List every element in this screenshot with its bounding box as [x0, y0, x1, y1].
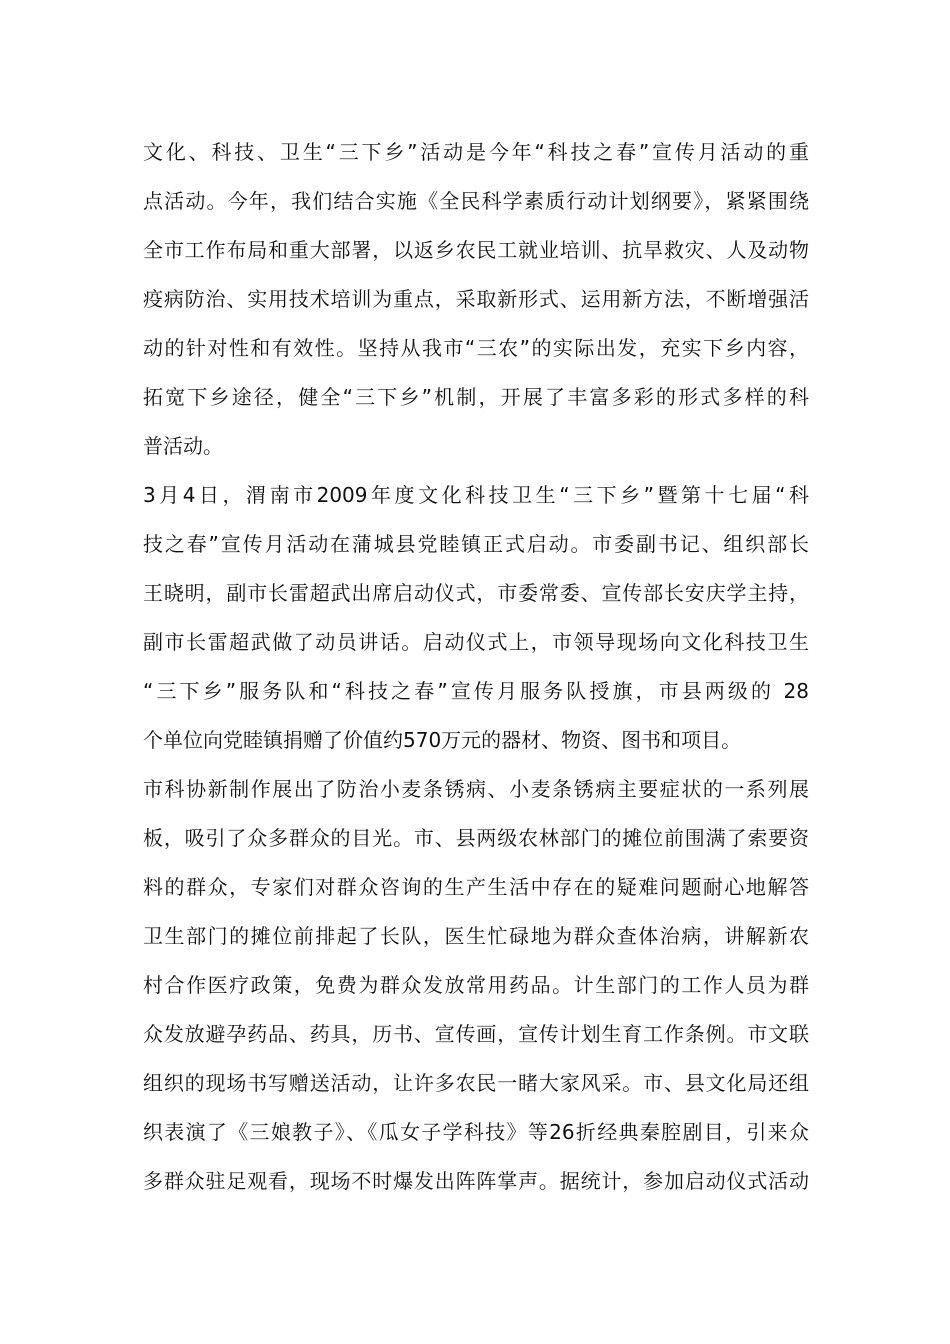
document-body [143, 128, 809, 1206]
text-line: 3月4日，渭南市2009年度文化科技卫生“三下乡”暨第十七届“科 [143, 483, 809, 507]
text-line: 王晓明，副市长雷超武出席启动仪式，市委常委、宣传部长安庆学主持， [143, 581, 809, 605]
text-line: 动的针对性和有效性。坚持从我市“三农”的实际出发，充实下乡内容， [143, 336, 809, 360]
text-line: 技之春”宣传月活动在蒲城县党睦镇正式启动。市委副书记、组织部长 [143, 532, 809, 556]
text-line: 点活动。今年，我们结合实施《全民科学素质行动计划纲要》，紧紧围绕 [143, 189, 809, 213]
text-line: 市科协新制作展出了防治小麦条锈病、小麦条锈病主要症状的一系列展 [143, 777, 809, 801]
text-line: “三下乡”服务队和“科技之春”宣传月服务队授旗，市县两级的 28 [143, 679, 809, 703]
paragraph-exhibition-services [143, 765, 809, 1206]
paragraph-launch-ceremony [143, 471, 809, 765]
text-line: 文化、科技、卫生“三下乡”活动是今年“科技之春”宣传月活动的重 [143, 140, 809, 164]
text-line: 板，吸引了众多群众的目光。市、县两级农林部门的摊位前围满了索要资 [143, 826, 809, 850]
paragraph-activity-overview [143, 128, 809, 471]
text-line: 织表演了《三娘教子》、《瓜女子学科技》等26折经典秦腔剧目，引来众 [143, 1120, 809, 1144]
text-line: 组织的现场书写赠送活动，让许多农民一睹大家风采。市、县文化局还组 [143, 1071, 809, 1095]
text-line: 多群众驻足观看，现场不时爆发出阵阵掌声。据统计，参加启动仪式活动 [143, 1169, 809, 1193]
text-line: 个单位向党睦镇捐赠了价值约570万元的器材、物资、图书和项目。 [143, 728, 742, 752]
text-line: 疫病防治、实用技术培训为重点，采取新形式、运用新方法，不断增强活 [143, 287, 809, 311]
text-line: 村合作医疗政策，免费为群众发放常用药品。计生部门的工作人员为群 [143, 973, 809, 997]
text-line: 料的群众，专家们对群众咨询的生产生活中存在的疑难问题耐心地解答 [143, 875, 809, 899]
text-line: 拓宽下乡途径，健全“三下乡”机制，开展了丰富多彩的形式多样的科 [143, 385, 809, 409]
text-line: 众发放避孕药品、药具，历书、宣传画，宣传计划生育工作条例。市文联 [143, 1022, 809, 1046]
text-line: 副市长雷超武做了动员讲话。启动仪式上，市领导现场向文化科技卫生 [143, 630, 809, 654]
text-line: 普活动。 [143, 434, 223, 458]
text-line: 卫生部门的摊位前排起了长队，医生忙碌地为群众查体治病，讲解新农 [143, 924, 809, 948]
text-line: 全市工作布局和重大部署，以返乡农民工就业培训、抗旱救灾、人及动物 [143, 238, 809, 262]
